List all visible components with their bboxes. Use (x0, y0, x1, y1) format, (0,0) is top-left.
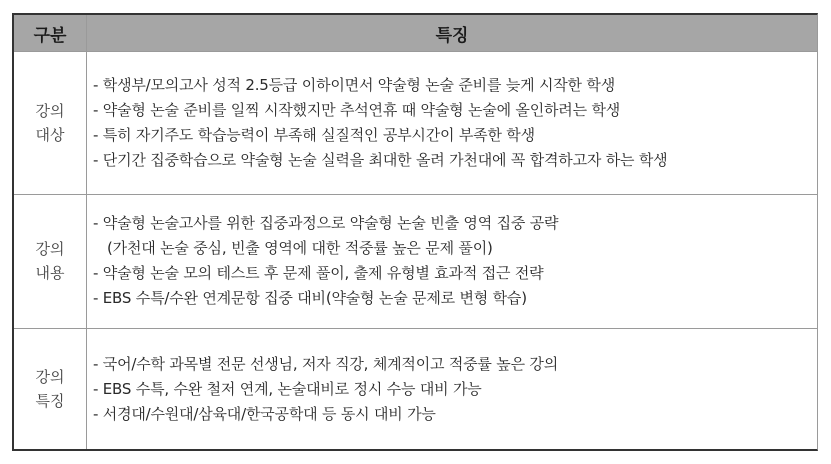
category-label: 특징 (35, 392, 65, 411)
header-features: 특징 (87, 15, 818, 52)
header-category: 구분 (14, 15, 87, 52)
feature-line: - 단기간 집중학습으로 약술형 논술 실력을 최대한 올려 가천대에 꼭 합격하고자 하는 학생 (93, 150, 668, 169)
category-label: 내용 (35, 264, 65, 283)
category-label: 강의 (35, 368, 65, 387)
feature-line: - 학생부/모의고사 성적 2.5등급 이하이면서 약술형 논술 준비를 늦게 시작한 학생 (93, 75, 615, 94)
feature-line: - 약술형 논술 준비를 일찍 시작했지만 추석연휴 때 약술형 논술에 올인하려는 학생 (93, 100, 621, 119)
category-cell-features (14, 329, 87, 449)
feature-line: - 국어/수학 과목별 전문 선생님, 저자 직강, 체계적이고 적중률 높은 강의 (93, 354, 559, 373)
features-cell-target (87, 52, 818, 195)
header-row (14, 15, 817, 52)
category-cell-content (14, 194, 87, 329)
feature-line: - 약술형 논술고사를 위한 집중과정으로 약술형 논술 빈출 영역 집중 공략 (93, 214, 559, 233)
course-info-table-frame (12, 13, 818, 451)
category-label: 강의 (35, 240, 65, 259)
feature-line: - EBS 수특, 수완 철저 연계, 논술대비로 정시 수능 대비 가능 (93, 379, 482, 398)
features-cell-features (87, 329, 818, 449)
features-cell-content (87, 194, 818, 329)
category-label: 강의 (35, 101, 65, 120)
feature-line: - 약술형 논술 모의 테스트 후 문제 풀이, 출제 유형별 효과적 접근 전략 (93, 264, 544, 283)
feature-line: - EBS 수특/수완 연계문항 집중 대비(약술형 논술 문제로 변형 학습) (93, 289, 527, 308)
table-row-content (14, 194, 817, 329)
feature-line: - 특히 자기주도 학습능력이 부족해 실질적인 공부시간이 부족한 학생 (93, 125, 535, 144)
course-info-table (14, 15, 817, 449)
feature-line: - 서경대/수원대/삼육대/한국공학대 등 동시 대비 가능 (93, 404, 436, 423)
category-cell-target (14, 52, 87, 195)
table-row-features (14, 329, 817, 449)
feature-line: (가천대 논술 중심, 빈출 영역에 대한 적중률 높은 문제 풀이) (107, 239, 493, 258)
category-label: 대상 (35, 125, 65, 144)
table-row-target (14, 52, 817, 195)
